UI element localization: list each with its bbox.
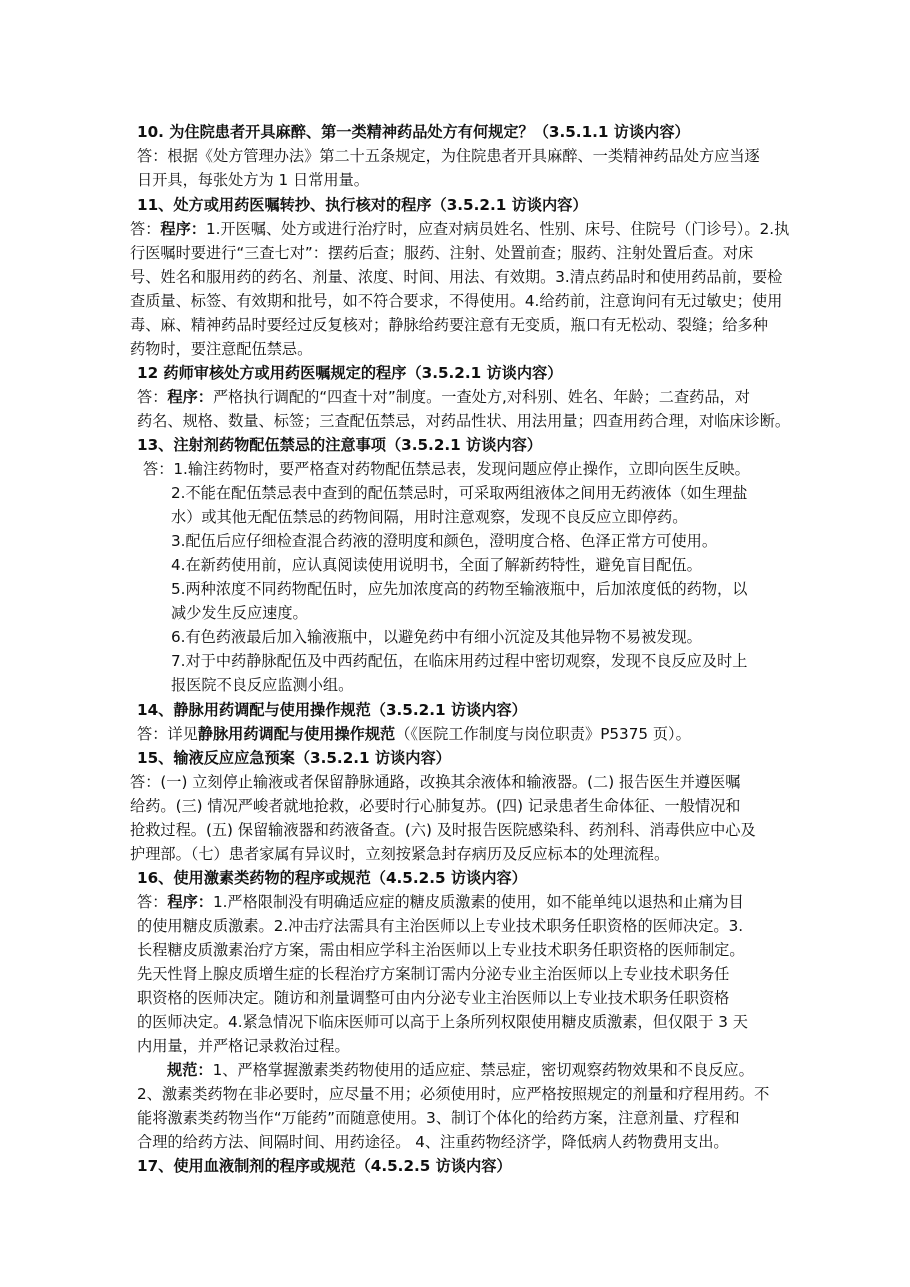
text-segment: 合理的给药方法、间隔时间、用药途径。 4、注重药物经济学，降低病人药物费用支出。 xyxy=(137,1133,729,1151)
text-segment: 3.配伍后应仔细检查混合药液的澄明度和颜色，澄明度合格、色泽正常方可使用。 xyxy=(171,532,718,550)
text-segment: 能将激素类药物当作“万能药”而随意使用。3、制订个体化的给药方案，注意剂量、疗程和 xyxy=(137,1109,740,1127)
text-line xyxy=(137,962,729,986)
text-segment: （《医院工作制度与岗位职责》P5375 页）。 xyxy=(395,725,691,743)
text-line xyxy=(130,313,768,337)
bold-text-segment: （3.5.2.1 访谈内容） xyxy=(431,196,588,214)
text-line xyxy=(171,529,717,553)
text-line xyxy=(130,337,312,361)
text-segment: 严格执行调配的“四查十对”制度。一查处方,对科别、姓名、年龄；二查药品，对 xyxy=(212,388,750,406)
text-segment: 减少发生反应速度。 xyxy=(171,604,308,622)
bold-text-segment: 静脉用药调配与使用操作规范 xyxy=(197,725,396,743)
text-line xyxy=(130,241,753,265)
text-line xyxy=(137,1082,769,1106)
text-segment: 1.开医嘱、处方或进行治疗时，应查对病员姓名、性别、床号、住院号（门诊号）。2.执 xyxy=(205,220,790,238)
text-segment: 答：1.输注药物时，要严格查对药物配伍禁忌表，发现问题应停止操作，立即向医生反映。 xyxy=(143,460,750,478)
text-segment: 号、姓名和服用药的药名、剂量、浓度、时间、用法、有效期。3.清点药品时和使用药品前，要检 xyxy=(130,268,783,286)
bold-text-segment: 11、处方或用药医嘱转抄、执行核对的程序 xyxy=(137,196,432,214)
bold-text-segment: 13、注射剂药物配伍禁忌的注意事项 xyxy=(137,436,386,454)
text-line xyxy=(130,770,740,794)
bold-text-segment: （4.5.2.5 访谈内容） xyxy=(355,1157,512,1175)
text-segment: 抢救过程。(五) 保留输液器和药液备查。(六) 及时报告医院感染科、药剂科、消毒供应中心及 xyxy=(130,821,756,839)
text-line xyxy=(137,866,527,890)
text-segment: 护理部。（七）患者家属有异议时，立刻按紧急封存病历及反应标本的处理流程。 xyxy=(130,845,670,863)
bold-text-segment: 10. 为住院患者开具麻醉、第一类精神药品处方有何规定？ xyxy=(137,123,534,141)
text-line xyxy=(171,505,687,529)
text-line xyxy=(137,385,750,409)
bold-text-segment: 16、使用激素类药物的程序或规范 xyxy=(137,869,371,887)
text-line xyxy=(137,1034,350,1058)
bold-text-segment: （3.5.1.1 访谈内容） xyxy=(533,123,690,141)
text-segment: 答： xyxy=(137,893,168,911)
bold-text-segment: （4.5.2.5 访谈内容） xyxy=(370,869,527,887)
text-line xyxy=(137,890,744,914)
text-segment: 先天性肾上腺皮质增生症的长程治疗方案制订需内分泌专业主治医师以上专业技术职务任 xyxy=(137,965,730,983)
text-segment: 查质量、标签、有效期和批号，如不符合要求，不得使用。4.给药前，注意询问有无过敏史；使用 xyxy=(130,292,783,310)
text-line xyxy=(171,601,308,625)
text-segment: 内用量，并严格记录救治过程。 xyxy=(137,1037,350,1055)
bold-text-segment: 程序： xyxy=(167,388,213,406)
bold-text-segment: （3.5.2.1 访谈内容） xyxy=(385,436,542,454)
text-segment: 行医嘱时要进行“三查七对”：摆药后查；服药、注射、处置前查；服药、注射处置后查。对床 xyxy=(130,244,754,262)
text-line xyxy=(130,265,782,289)
text-line xyxy=(137,409,790,433)
text-segment: 答：(一) 立刻停止输液或者保留静脉通路，改换其余液体和输液器。(二) 报告医生并遵医嘱 xyxy=(130,773,741,791)
text-line xyxy=(171,649,747,673)
text-segment: 药名、规格、数量、标签；三查配伍禁忌，对药品性状、用法用量；四查用药合理，对临床诊断。 xyxy=(137,412,791,430)
text-segment: 报医院不良反应监测小组。 xyxy=(171,676,354,694)
text-line xyxy=(143,457,750,481)
bold-text-segment: 15、输液反应应急预案 xyxy=(137,749,295,767)
text-segment: 职资格的医师决定。随访和剂量调整可由内分泌专业主治医师以上专业技术职务任职资格 xyxy=(137,989,730,1007)
text-line xyxy=(137,986,729,1010)
text-segment: 1、严格掌握激素类药物使用的适应症、禁忌症，密切观察药物效果和不良反应。 xyxy=(212,1061,754,1079)
text-line xyxy=(171,553,702,577)
text-line xyxy=(130,842,669,866)
text-line xyxy=(137,1130,729,1154)
bold-text-segment: 17、使用血液制剂的程序或规范 xyxy=(137,1157,356,1175)
text-line xyxy=(171,577,747,601)
text-segment: 2.不能在配伍禁忌表中查到的配伍禁忌时，可采取两组液体之间用无药液体（如生理盐 xyxy=(171,484,748,502)
text-line xyxy=(137,746,451,770)
text-segment: 给药。(三) 情况严峻者就地抢救，必要时行心肺复苏。(四) 记录患者生命体征、一般情况和 xyxy=(130,797,741,815)
bold-text-segment: （3.5.2.1 访谈内容） xyxy=(370,701,527,719)
text-segment: 6.有色药液最后加入输液瓶中，以避免药中有细小沉淀及其他异物不易被发现。 xyxy=(171,628,702,646)
text-line xyxy=(137,1010,748,1034)
text-segment: 药物时，要注意配伍禁忌。 xyxy=(130,340,313,358)
text-line xyxy=(137,120,690,144)
text-line xyxy=(167,1058,754,1082)
text-line xyxy=(137,168,369,192)
bold-text-segment: （3.5.2.1 访谈内容） xyxy=(294,749,451,767)
text-line xyxy=(130,794,740,818)
text-line xyxy=(171,673,353,697)
text-line xyxy=(137,361,562,385)
text-line xyxy=(137,722,691,746)
text-segment: 日开具，每张处方为 1 日常用量。 xyxy=(137,171,369,189)
text-line xyxy=(137,433,542,457)
text-segment: 7.对于中药静脉配伍及中西药配伍，在临床用药过程中密切观察，发现不良反应及时上 xyxy=(171,652,748,670)
text-segment: 4.在新药使用前，应认真阅读使用说明书，全面了解新药特性，避免盲目配伍。 xyxy=(171,556,702,574)
text-segment: 答：根据《处方管理办法》第二十五条规定，为住院患者开具麻醉、一类精神药品处方应当逐 xyxy=(137,147,760,165)
text-line xyxy=(130,289,782,313)
text-segment: 的医师决定。4.紧急情况下临床医师可以高于上条所列权限使用糖皮质激素，但仅限于 3 天 xyxy=(137,1013,748,1031)
bold-text-segment: （3.5.2.1 访谈内容） xyxy=(406,364,563,382)
bold-text-segment: 程序： xyxy=(160,220,206,238)
text-line xyxy=(137,914,743,938)
text-segment: 1.严格限制没有明确适应症的糖皮质激素的使用，如不能单纯以退热和止痛为目 xyxy=(212,893,744,911)
text-line xyxy=(130,818,756,842)
text-segment: 水）或其他无配伍禁忌的药物间隔，用时注意观察，发现不良反应立即停药。 xyxy=(171,508,688,526)
text-line xyxy=(137,1106,740,1130)
text-line xyxy=(171,625,702,649)
text-segment: 长程糖皮质激素治疗方案，需由相应学科主治医师以上专业技术职务任职资格的医师制定。 xyxy=(137,941,745,959)
text-line xyxy=(130,217,789,241)
text-segment: 答： xyxy=(137,388,168,406)
text-line xyxy=(137,144,760,168)
bold-text-segment: 14、静脉用药调配与使用操作规范 xyxy=(137,701,371,719)
text-line xyxy=(137,938,745,962)
text-segment: 答：详见 xyxy=(137,725,198,743)
text-line xyxy=(171,481,747,505)
text-segment: 5.两种浓度不同药物配伍时，应先加浓度高的药物至输液瓶中，后加浓度低的药物，以 xyxy=(171,580,748,598)
text-line xyxy=(137,1154,512,1178)
text-segment: 毒、麻、精神药品时要经过反复核对；静脉给药要注意有无变质，瓶口有无松动、裂缝；给多种 xyxy=(130,316,768,334)
text-line xyxy=(137,698,527,722)
bold-text-segment: 规范： xyxy=(167,1061,213,1079)
text-segment: 2、激素类药物在非必要时，应尽量不用；必须使用时，应严格按照规定的剂量和疗程用药。不 xyxy=(137,1085,770,1103)
text-line xyxy=(137,193,588,217)
bold-text-segment: 12 药师审核处方或用药医嘱规定的程序 xyxy=(137,364,407,382)
bold-text-segment: 程序： xyxy=(167,893,213,911)
text-segment: 答： xyxy=(130,220,161,238)
text-segment: 的使用糖皮质激素。2.冲击疗法需具有主治医师以上专业技术职务任职资格的医师决定。3. xyxy=(137,917,744,935)
